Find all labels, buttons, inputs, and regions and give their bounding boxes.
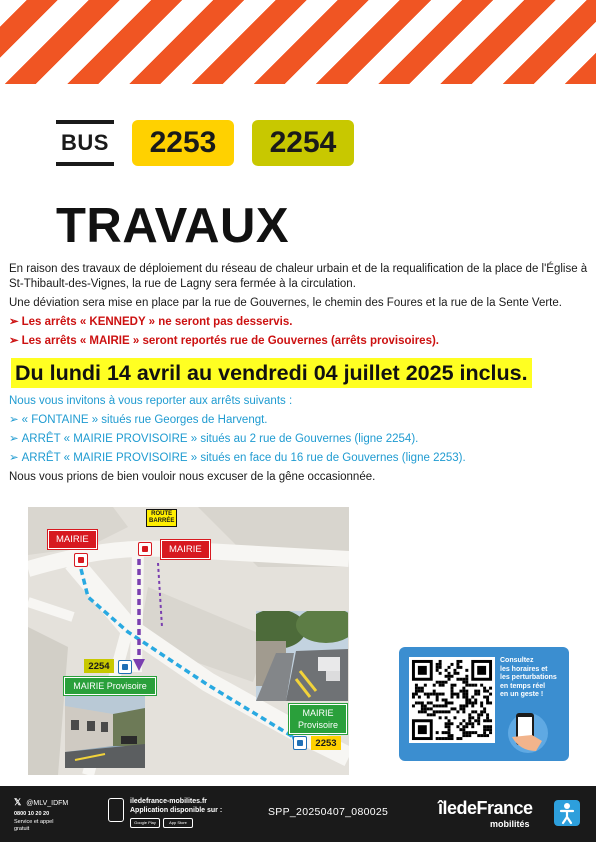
street-photo-2253 [256, 611, 348, 701]
line-badge-2253: 2253 [132, 120, 234, 166]
apology-text: Nous vous prions de bien vouloir nous excuser de la gêne occasionnée. [9, 471, 376, 483]
bus-stop-icon [118, 660, 132, 674]
map-line-2254: 2254 [84, 659, 114, 673]
footer-social [14, 798, 68, 833]
qr-code[interactable] [409, 657, 495, 743]
stop-text: ARRÊT « MAIRIE PROVISOIRE » situés au 2 rue de Gouvernes (ligne 2254). [21, 433, 419, 445]
logo-main-text: îledeFrance [438, 798, 533, 818]
stop-text: « FONTAINE » situés rue Georges de Harvengt. [21, 414, 268, 426]
alert-mairie [9, 334, 589, 349]
smartphone-icon [108, 798, 124, 822]
intro-paragraph: En raison des travaux de déploiement du réseau de chaleur urbain et de la requalification de la place de l'Église à St-Thibault-des-Vignes, la rue de Lagny sera fermée à la circulation. [9, 263, 588, 290]
qr-code-pattern [409, 657, 495, 743]
phone-note: gratuit [14, 826, 30, 832]
notice-body [9, 262, 589, 489]
deviation-paragraph: Une déviation sera mise en place par la rue de Gouvernes, le chemin des Foures et la rue de la Sente Verte. [9, 297, 562, 309]
arrow-icon: ➢ [9, 335, 19, 347]
phone-in-hand-icon [502, 707, 560, 755]
qr-info-card [399, 647, 569, 761]
map-line-2253: 2253 [311, 736, 341, 750]
social-handle[interactable]: @MLV_IDFM [26, 800, 69, 807]
qr-caption [500, 657, 566, 700]
app-site-link[interactable]: iledefrance-mobilites.fr [130, 798, 208, 805]
bus-stop-icon [138, 542, 152, 556]
arrow-icon: ➢ [9, 433, 19, 445]
warning-stripes-banner [0, 0, 596, 84]
line-badge-2254: 2254 [252, 120, 354, 166]
bus-stop-icon [74, 553, 88, 567]
map-label-provisoire-2253 [289, 704, 347, 734]
alert-kennedy [9, 315, 589, 330]
street-photo-2254 [65, 696, 145, 768]
route-barree-line: ROUTE [151, 511, 173, 517]
route-barree-line: BARRÉE [149, 518, 175, 524]
qr-caption-line: en temps réel [500, 682, 546, 690]
route-barree-sign [146, 509, 177, 527]
phone-number[interactable]: 0800 10 20 20 [14, 811, 50, 817]
map-label-mairie-right: MAIRIE [161, 540, 210, 559]
alert-text: Les arrêts « KENNEDY » ne seront pas desservis. [21, 316, 293, 328]
app-store-badge[interactable]: App Store [163, 818, 193, 828]
google-play-badge[interactable]: Google Play [130, 818, 160, 828]
stop-item-mairie-2254 [9, 432, 589, 447]
alert-text: Les arrêts « MAIRIE » seront reportés rue de Gouvernes (arrêts provisoires). [21, 335, 439, 347]
page-title: TRAVAUX [56, 199, 290, 253]
arrow-icon: ➢ [9, 316, 19, 328]
bus-stop-icon [293, 736, 307, 750]
document-reference: SPP_20250407_080025 [268, 806, 389, 818]
arrow-icon: ➢ [9, 452, 19, 464]
bus-badge: BUS [56, 120, 114, 166]
stop-item-fontaine [9, 413, 589, 428]
qr-caption-line: Consultez [500, 657, 534, 664]
arrow-icon: ➢ [9, 414, 19, 426]
stop-item-mairie-2253 [9, 451, 589, 466]
stop-text: ARRÊT « MAIRIE PROVISOIRE » situés en face du 16 rue de Gouvernes (ligne 2253). [21, 452, 466, 464]
deviation-map [28, 507, 349, 775]
footer-bar [0, 786, 596, 842]
map-label-mairie-left: MAIRIE [48, 530, 97, 549]
line-badges [56, 120, 354, 166]
qr-caption-line: les perturbations [500, 674, 557, 681]
label-line: Provisoire [297, 720, 338, 730]
app-availability: Application disponible sur : [130, 806, 223, 814]
period-banner: Du lundi 14 avril au vendredi 04 juillet 2025 inclus. [11, 358, 532, 388]
invite-text: Nous vous invitons à vous reporter aux arrêts suivants : [9, 395, 293, 407]
phone-note: Service et appel [14, 819, 54, 825]
qr-caption-line: en un geste ! [500, 691, 544, 698]
app-text [130, 798, 240, 828]
idf-mobilites-logo [438, 798, 533, 829]
map-label-provisoire-2254: MAIRIE Provisoire [64, 677, 156, 695]
logo-sub-text: mobilités [490, 819, 530, 829]
x-logo-icon: 𝕏 [14, 797, 22, 807]
label-line: MAIRIE [302, 708, 334, 718]
qr-caption-line: les horaires et [500, 665, 548, 673]
accessibility-person-icon [554, 800, 580, 826]
